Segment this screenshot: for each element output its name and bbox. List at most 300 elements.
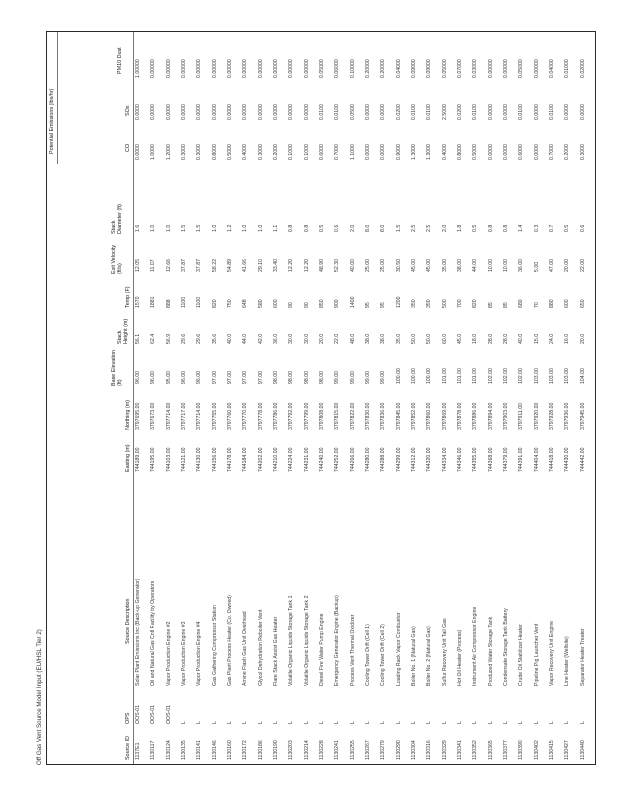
cell-ops: L [487,721,494,724]
cell-sox: 0.0000 [242,104,249,120]
cell-base-elevation: 98.00 [319,371,325,384]
cell-easting: 744103.00 [165,447,172,472]
table-row [212,30,218,764]
cell-co: 0.2000 [564,144,571,160]
cell-stack-height: 40.0 [227,333,233,344]
cell-base-elevation: 99.00 [365,371,371,384]
table-row [288,30,294,764]
cell-pm: 0.05000 [319,59,325,78]
cell-base-elevation: 97.00 [242,371,249,384]
cell-co: 0.7000 [334,144,341,160]
cell-stack-diameter: 1.0 [150,224,157,232]
cell-source-id: 1130329 [441,740,448,760]
cell-source-id: 1130146 [211,740,218,760]
cell-temp: 90 [303,302,310,308]
cell-temp: 900 [334,299,341,308]
cell-source-id: 1130352 [472,740,479,760]
cell-ops: L [472,721,479,724]
cell-stack-diameter: 1.1 [273,224,279,232]
cell-stack-diameter: 0.3 [533,224,540,232]
table-row [442,30,448,764]
cell-description: Loading Rack Vapor Combustor [395,612,402,686]
cell-stack-diameter: 8.0 [380,224,387,232]
header-easting: Easting (m) [125,444,131,472]
cell-co: 0.3000 [257,144,264,160]
cell-stack-diameter: 0.8 [288,224,295,232]
cell-stack-diameter: 0.8 [303,224,310,232]
cell-stack-height: 48.0 [349,333,356,344]
cell-co: 0.1000 [303,144,310,160]
cell-sox: 0.0000 [257,104,264,120]
cell-source-id: 1130341 [457,740,463,760]
cell-northing: 3797714.00 [196,402,203,430]
cell-ops: L [533,721,540,724]
cell-co: 0.0000 [365,144,371,160]
cell-description: Oil and Natural Gas Cntl Facility by Operators [150,580,157,686]
cell-ops: OOS-01 [150,704,157,724]
cell-source-id: 1130415 [549,740,555,760]
cell-northing: 3797770.00 [242,402,249,430]
cell-temp: 1200 [395,296,402,308]
cell-easting: 744379.00 [503,447,509,472]
cell-pm: 0.09000 [426,59,433,78]
cell-description: Emergency Generator Engine (Backup) [334,595,341,686]
header-stack-diameter: Stack Diameter (ft) [111,204,123,234]
cell-stack-height: 50.0 [426,333,433,344]
cell-exit-velocity: 45.00 [411,259,417,272]
header-base-elevation: Base Elevation (ft) [111,350,123,386]
cell-base-elevation: 103.00 [564,368,571,384]
cell-description: Boiler No. 1 (Natural Gas) [411,626,417,686]
cell-co: 1.3000 [426,144,433,160]
cell-source-id: 1130124 [165,740,172,760]
cell-stack-diameter: 2.5 [411,224,417,232]
cell-exit-velocity: 12.66 [165,259,172,272]
cell-temp: 850 [319,299,325,308]
cell-description: Volatile Organic Liquids Storage Tank 2 [303,595,310,686]
cell-sox: 0.0000 [165,104,172,120]
cell-exit-velocity: 41.66 [242,259,249,272]
cell-easting: 744404.00 [533,447,540,472]
cell-pm: 0.00000 [288,59,295,78]
cell-exit-velocity: 22.00 [579,259,586,272]
cell-ops: L [349,721,356,724]
cell-base-elevation: 99.00 [334,371,341,384]
cell-northing: 3797792.00 [288,402,295,430]
cell-exit-velocity: 44.00 [472,259,479,272]
cell-base-elevation: 102.00 [518,368,525,384]
cell-co: 0.0000 [487,144,494,160]
cell-stack-diameter: 0.5 [564,224,571,232]
cell-northing: 3797903.00 [503,402,509,430]
cell-northing: 3797778.00 [257,402,264,430]
cell-exit-velocity: 12.20 [288,259,295,272]
cell-stack-height: 29.6 [196,333,203,344]
cell-temp: 648 [242,299,249,308]
table-row [580,30,586,764]
cell-pm: 0.04000 [395,59,402,78]
cell-co: 0.1000 [288,144,295,160]
cell-co: 0.0000 [380,144,387,160]
cell-temp: 700 [457,299,463,308]
cell-easting: 744288.00 [380,447,387,472]
cell-description: Hot Oil Heater (Process) [457,629,463,686]
cell-co: 0.6000 [319,144,325,160]
cell-pm: 0.00000 [242,59,249,78]
cell-easting: 744266.00 [349,447,356,472]
cell-stack-diameter: 0.6 [579,224,586,232]
cell-exit-velocity: 30.50 [395,259,402,272]
cell-sox: 0.0200 [457,104,463,120]
cell-source-id: 1130141 [196,740,203,760]
cell-source-id: 1130172 [242,740,249,760]
cell-sox: 0.0000 [288,104,295,120]
cell-temp: 350 [426,299,433,308]
cell-temp: 85 [503,302,509,308]
cell-stack-diameter: 1.6 [135,224,141,232]
cell-sox: 0.0000 [564,104,571,120]
cell-source-id: 1130117 [150,740,157,760]
header-pm: PM10 Dust [117,47,123,74]
table-row [135,30,141,764]
cell-ops: L [196,721,203,724]
cell-co: 0.7000 [549,144,555,160]
cell-northing: 3797911.00 [518,402,525,430]
cell-base-elevation: 95.00 [165,371,172,384]
cell-exit-velocity: 10.00 [503,259,509,272]
cell-base-elevation: 104.00 [579,368,586,384]
cell-northing: 3797714.00 [165,402,172,430]
table-row [564,30,570,764]
cell-easting: 744240.00 [319,447,325,472]
cell-source-id: 1130304 [411,740,417,760]
cell-stack-diameter: 2.5 [426,224,433,232]
cell-temp: 680 [518,299,525,308]
cell-stack-diameter: 0.6 [334,224,341,232]
cell-co: 0.3000 [196,144,203,160]
cell-stack-height: 16.0 [564,333,571,344]
table-row [273,30,279,764]
cell-sox: 0.0000 [380,104,387,120]
cell-stack-height: 45.0 [457,333,463,344]
cell-stack-height: 38.0 [380,333,387,344]
cell-exit-velocity: 45.00 [426,259,433,272]
cell-base-elevation: 100.00 [411,368,417,384]
cell-co: 0.5000 [227,144,233,160]
cell-pm: 0.00000 [257,59,264,78]
cell-source-id: 1130279 [380,740,387,760]
cell-description: Glycol Dehydration Reboiler Vent [257,609,264,686]
cell-base-elevation: 101.00 [457,368,463,384]
cell-northing: 3797886.00 [472,402,479,430]
cell-exit-velocity: 25.00 [365,259,371,272]
cell-pm: 0.00000 [533,59,540,78]
cell-northing: 3797830.00 [365,402,371,430]
cell-source-id: 1130203 [288,740,295,760]
cell-northing: 3797869.00 [441,402,448,430]
cell-stack-height: 18.0 [472,333,479,344]
cell-source-id: 1130316 [426,740,433,760]
cell-exit-velocity: 29.10 [257,259,264,272]
cell-stack-height: 35.0 [395,333,402,344]
cell-base-elevation: 101.00 [441,368,448,384]
cell-source-id: 1130365 [487,740,494,760]
cell-base-elevation: 100.00 [426,368,433,384]
cell-northing: 3797786.00 [273,402,279,430]
table-row [426,30,432,764]
cell-temp: 820 [211,299,218,308]
cell-base-elevation: 103.00 [549,368,555,384]
cell-temp: 888 [165,299,172,308]
cell-description: Separator Heater Treater [579,628,586,686]
table-row [196,30,202,764]
cell-pm: 0.09000 [411,59,417,78]
cell-easting: 744178.00 [227,447,233,472]
cell-co: 0.5000 [472,144,479,160]
cell-source-id: 1130228 [319,740,325,760]
cell-source-id: 1130402 [533,740,540,760]
document-title: Off Gas Vent Source Model Input (EU/HSL Tier 2) [36,629,43,765]
cell-temp: 880 [549,299,555,308]
cell-stack-height: 30.0 [288,333,295,344]
cell-stack-diameter: 0.5 [319,224,325,232]
cell-easting: 744210.00 [273,447,279,472]
cell-stack-diameter: 1.5 [395,224,402,232]
cell-ops: L [211,721,218,724]
cell-stack-diameter: 1.0 [211,224,218,232]
cell-temp: 650 [579,299,586,308]
cell-easting: 744320.00 [426,447,433,472]
cell-base-elevation: 97.00 [211,371,218,384]
cell-temp: 1881 [150,296,157,308]
cell-description: Volatile Organic Liquids Storage Tank 1 [288,595,295,686]
cell-exit-velocity: 38.00 [457,259,463,272]
cell-stack-diameter: 1.4 [518,224,525,232]
cell-easting: 744299.00 [395,447,402,472]
cell-base-elevation: 100.00 [395,368,402,384]
cell-co: 0.8000 [211,144,218,160]
cell-stack-diameter: 2.0 [441,224,448,232]
cell-stack-height: 15.0 [533,333,540,344]
cell-sox: 0.0100 [472,104,479,120]
cell-easting: 744224.00 [288,447,295,472]
cell-source-id: 1130377 [503,740,509,760]
cell-stack-height: 28.0 [503,333,509,344]
cell-temp: 1570 [135,296,141,308]
cell-sox: 0.0000 [579,104,586,120]
cell-exit-velocity: 40.00 [349,259,356,272]
cell-northing: 3797878.00 [457,402,463,430]
cell-temp: 750 [227,299,233,308]
cell-stack-height: 35.6 [211,333,218,344]
cell-description: Crude Oil Stabilizer Heater [518,624,525,686]
table-row [518,30,524,764]
cell-pm: 0.00000 [165,59,172,78]
cell-ops: L [365,721,371,724]
emissions-table [46,31,596,765]
cell-co: 0.4000 [242,144,249,160]
cell-description: Vapor Production Engine #3 [181,621,187,686]
header-exit-velocity: Exit Velocity (ft/s) [111,244,123,274]
cell-exit-velocity: 54.89 [227,259,233,272]
cell-exit-velocity: 20.00 [564,259,571,272]
cell-pm: 0.05000 [518,59,525,78]
cell-base-elevation: 98.00 [273,371,279,384]
cell-ops: L [319,721,325,724]
cell-description: Solar Plant Emissions Inc (Back-up Generator) [135,578,141,686]
cell-temp: 1100 [181,296,187,308]
cell-northing: 3797808.00 [319,402,325,430]
cell-exit-velocity: 52.30 [334,259,341,272]
cell-northing: 3797755.00 [211,402,218,430]
cell-sox: 2.5000 [441,104,448,120]
cell-sox: 0.0100 [549,104,555,120]
cell-base-elevation: 96.00 [150,371,157,384]
cell-description: Gas Plant Process Heater (Co. Owned) [227,595,233,686]
cell-source-id: 1130190 [273,740,279,760]
cell-ops: L [426,721,433,724]
cell-description: Cooling Tower Drift (Cell 2) [380,624,387,686]
cell-sox: 0.0200 [395,104,402,120]
cell-base-elevation: 96.00 [196,371,203,384]
cell-stack-height: 22.0 [334,333,341,344]
table-row [549,30,555,764]
cell-description: Condensate Storage Tank Battery [503,608,509,686]
cell-base-elevation: 102.00 [487,368,494,384]
cell-stack-diameter: 8.0 [365,224,371,232]
cell-co: 0.0000 [503,144,509,160]
cell-exit-velocity: 11.07 [150,259,157,272]
cell-ops: L [273,721,279,724]
table-row [488,30,494,764]
cell-temp: 600 [564,299,571,308]
cell-exit-velocity: 12.20 [303,259,310,272]
cell-pm: 0.00000 [227,59,233,78]
cell-stack-diameter: 1.2 [227,224,233,232]
cell-description: Pipeline Pig Launcher Vent [533,623,540,686]
cell-stack-diameter: 0.7 [549,224,555,232]
cell-description: Instrument Air Compressor Engine [472,606,479,686]
cell-stack-height: 38.0 [365,333,371,344]
header-description: Source Description [125,598,131,644]
cell-co: 1.3000 [411,144,417,160]
header-divider [133,32,134,764]
cell-easting: 744184.00 [242,447,249,472]
table-body [135,30,595,764]
cell-ops: L [441,721,448,724]
table-row [380,30,386,764]
header-co: CO [125,143,131,152]
cell-pm: 0.06000 [334,59,341,78]
cell-stack-diameter: 1.8 [457,224,463,232]
cell-temp: 500 [441,299,448,308]
table-row [457,30,463,764]
cell-ops: L [288,721,295,724]
cell-stack-diameter: 0.5 [472,224,479,232]
cell-stack-height: 56.9 [165,333,172,344]
header-sox: SOx [125,105,131,116]
cell-co: 1.2000 [165,144,172,160]
cell-source-id: 1130427 [564,740,571,760]
cell-easting: 744334.00 [441,447,448,472]
cell-pm: 1.00000 [135,59,141,78]
cell-easting: 744391.00 [518,447,525,472]
cell-sox: 0.0100 [334,104,341,120]
cell-base-elevation: 97.00 [257,371,264,384]
cell-exit-velocity: 10.00 [487,259,494,272]
cell-source-id: 1137E1 [135,742,141,760]
table-row [365,30,371,764]
cell-sox: 0.0000 [211,104,218,120]
cell-stack-diameter: 0.8 [487,224,494,232]
cell-easting: 744346.00 [457,447,463,472]
cell-co: 0.3000 [579,144,586,160]
cell-co: 1.0000 [150,144,157,160]
cell-easting: 744231.00 [303,447,310,472]
cell-co: 0.9000 [395,144,402,160]
cell-sox: 0.0000 [181,104,187,120]
cell-temp: 95 [380,302,387,308]
cell-stack-height: 20.0 [319,333,325,344]
cell-co: 0.0000 [533,144,540,160]
cell-sox: 0.0000 [487,104,494,120]
cell-exit-velocity: 47.00 [549,259,555,272]
cell-exit-velocity: 25.00 [380,259,387,272]
cell-pm: 0.01000 [564,59,571,78]
cell-exit-velocity: 58.22 [211,259,218,272]
cell-northing: 3797920.00 [533,402,540,430]
cell-pm: 0.00000 [181,59,187,78]
cell-sox: 0.0100 [426,104,433,120]
table-row [534,30,540,764]
cell-description: Vapor Recovery Unit Engine [549,620,555,686]
cell-ops: L [579,721,586,724]
cell-stack-diameter: 1.0 [165,224,172,232]
cell-ops: L [257,721,264,724]
cell-sox: 0.0000 [135,104,141,120]
cell-source-id: 1130241 [334,740,341,760]
cell-description: Amine Flash Gas Unit Overhead [242,611,249,686]
table-row [166,30,172,764]
cell-stack-height: 29.6 [181,333,187,344]
cell-temp: 820 [472,299,479,308]
cell-exit-velocity: 37.87 [181,259,187,272]
cell-pm: 0.02000 [579,59,586,78]
cell-ops: L [303,721,310,724]
cell-northing: 3797860.00 [426,402,433,430]
cell-northing: 3797936.00 [564,402,571,430]
cell-northing: 3797673.00 [150,402,157,430]
header-northing: Northing (m) [125,400,131,430]
cell-stack-height: 36.0 [273,333,279,344]
cell-source-id: 1130186 [257,740,264,760]
cell-northing: 3797822.00 [349,402,356,430]
table-row [304,30,310,764]
table-row [181,30,187,764]
cell-description: Produced Water Storage Tank [487,616,494,686]
cell-source-id: 1130390 [518,740,525,760]
cell-description: Diesel Fire Water Pump Engine [319,613,325,686]
cell-base-elevation: 96.00 [135,371,141,384]
cell-pm: 0.00000 [487,59,494,78]
cell-pm: 0.00000 [503,59,509,78]
table-row [350,30,356,764]
cell-temp: 1400 [349,296,356,308]
cell-easting: 744355.00 [472,447,479,472]
cell-easting: 744202.00 [257,447,264,472]
cell-source-id: 1130135 [181,740,187,760]
cell-stack-height: 44.0 [242,333,249,344]
